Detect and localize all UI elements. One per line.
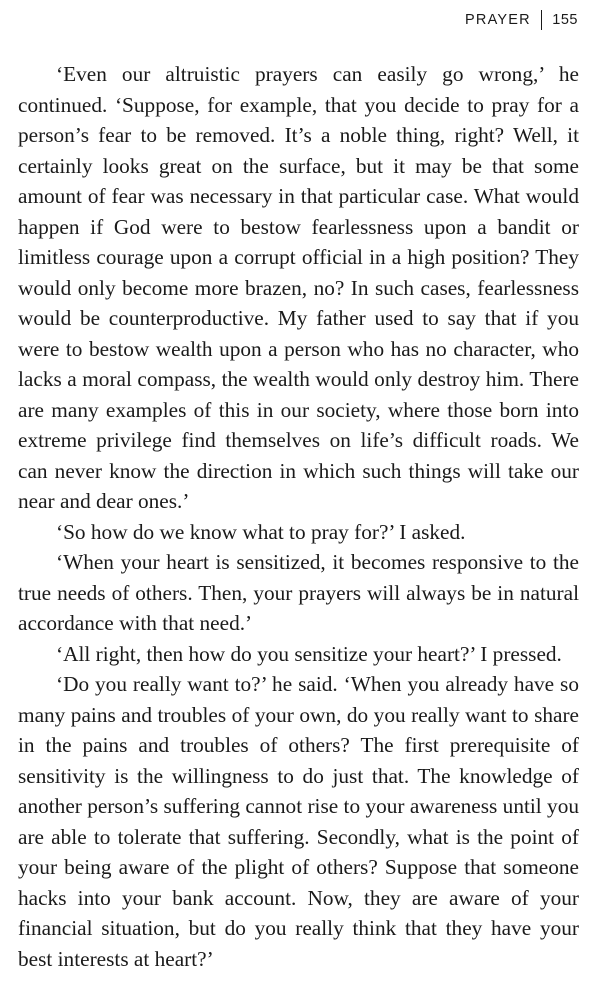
page-number: 155 [552, 12, 578, 28]
running-header [465, 10, 578, 30]
chapter-title: PRAYER [465, 12, 531, 28]
paragraph: ‘Do you really want to?’ he said. ‘When you already have so many pains and troubles of your own, do you really want to share in the pains and troubles of others? The first prerequisite of sensitivity is the willingness to do just that. The knowledge of another person’s suffering cannot rise to your awareness until you are able to tolerate that suffering. Secondly, what is the point of your being aware of the plight of others? Suppose that someone hacks into your bank account. Now, they are aware of your financial situation, but do you really think that they have your best interests at heart?’ [18, 672, 579, 971]
paragraph: ‘Even our altruistic prayers can easily go wrong,’ he continued. ‘Suppose, for example, that you decide to pray for a person’s fear to be removed. It’s a noble thing, right? Well, it certainly looks great on the surface, but it may be that some amount of fear was necessary in that particular case. What would happen if God were to bestow fearlessness upon a bandit or limitless courage upon a corrupt official in a high position? They would only become more brazen, no? In such cases, fearlessness would be counterproductive. My father used to say that if you were to bestow wealth upon a person who has no character, who lacks a moral compass, the wealth would only destroy him. There are many examples of this in our society, where those born into extreme privilege find themselves on life’s difficult roads. We can never know the direction in which such things will take our near and dear ones.’ [18, 62, 579, 513]
paragraph: ‘So how do we know what to pray for?’ I asked. [56, 519, 466, 544]
paragraph: ‘All right, then how do you sensitize your heart?’ I pressed. [56, 641, 562, 666]
header-divider [541, 10, 543, 30]
body-text [18, 59, 579, 974]
paragraph: ‘When your heart is sensitized, it becomes responsive to the true needs of others. Then, your prayers will always be in natural accordance with that need.’ [18, 550, 579, 635]
